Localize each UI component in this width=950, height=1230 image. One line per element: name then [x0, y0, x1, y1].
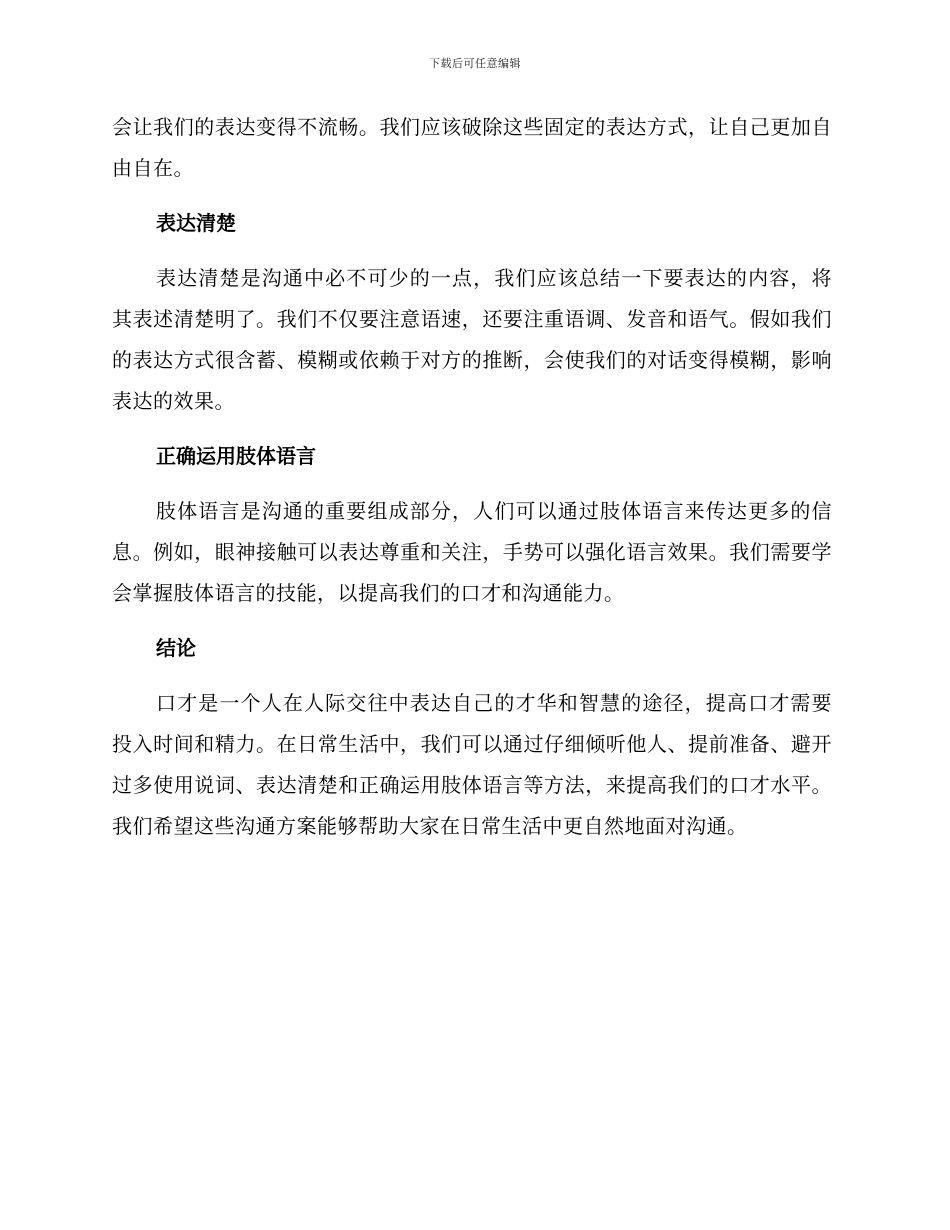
section-heading-conclusion: 结论	[156, 636, 196, 660]
paragraph-clear-expression: 表达清楚是沟通中必不可少的一点，我们应该总结一下要表达的内容，将其表述清楚明了。我们不仅要注意语速，还要注重语调、发音和语气。假如我们的表达方式很含蓄、模糊或依赖于对方的推断，会使我们的对话变得模糊，影响表达的效果。	[112, 266, 832, 413]
section-heading-clear-expression: 表达清楚	[156, 211, 236, 235]
paragraph-body-language: 肢体语言是沟通的重要组成部分，人们可以通过肢体语言来传达更多的信息。例如，眼神接触可以表达尊重和关注，手势可以强化语言效果。我们需要学会掌握肢体语言的技能，以提高我们的口才和沟通能力。	[112, 499, 832, 605]
section-heading-body-language: 正确运用肢体语言	[156, 444, 316, 468]
page-header: 下载后可任意编辑	[429, 57, 521, 70]
paragraph-conclusion: 口才是一个人在人际交往中表达自己的才华和智慧的途径，提高口才需要投入时间和精力。在日常生活中，我们可以通过仔细倾听他人、提前准备、避开过多使用说词、表达清楚和正确运用肢体语言等方法，来提高我们的口才水平。我们希望这些沟通方案能够帮助大家在日常生活中更自然地面对沟通。	[112, 691, 832, 838]
paragraph-continuation: 会让我们的表达变得不流畅。我们应该破除这些固定的表达方式，让自己更加自由自在。	[112, 115, 832, 180]
document-body	[112, 107, 832, 847]
